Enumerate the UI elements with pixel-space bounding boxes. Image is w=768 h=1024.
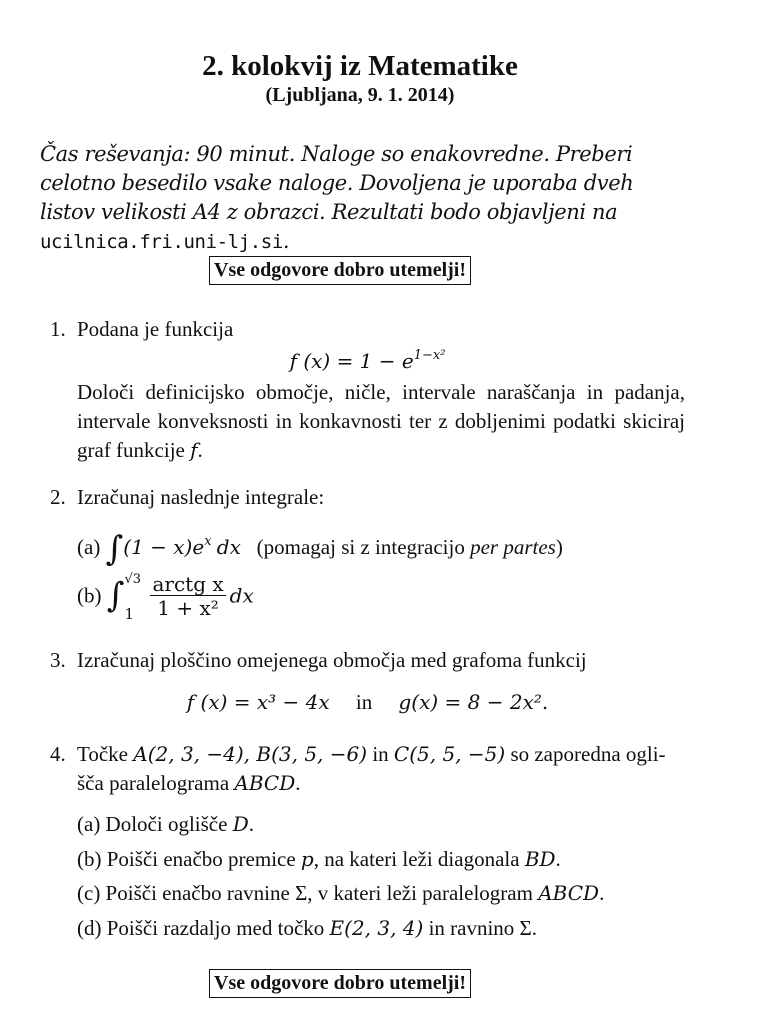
problem-4a: (a) Določi oglišče D. <box>77 812 254 836</box>
problem-4c: (c) Poišči enačbo ravnine Σ, v kateri leži paralelogram ABCD. <box>77 881 605 905</box>
text: in ravnino Σ. <box>428 916 538 940</box>
line-var: p <box>300 847 314 871</box>
exam-title: 2. kolokvij iz Matematike <box>202 50 518 82</box>
formula-exponent: 1−x² <box>413 348 446 363</box>
hint-italic: per partes <box>470 535 556 559</box>
text: (c) Poišči enačbo ravnine Σ, v kateri leži paralelogram <box>77 881 533 905</box>
integrand: (1 − x)e <box>123 535 205 559</box>
problem-4d <box>77 914 537 943</box>
problem-4b: (b) Poišči enačbo premice p, na kateri leži diagonala BD. <box>77 847 561 871</box>
integral-sign-icon: ∫ <box>105 529 124 569</box>
text: (a) Določi oglišče <box>77 812 228 836</box>
problem-2 <box>50 483 685 633</box>
notice-box-top: Vse odgovore dobro utemelji! <box>209 256 471 285</box>
instructions-end: . <box>282 229 290 253</box>
diagonal-var: BD <box>524 847 556 871</box>
problem-4-line2 <box>77 769 685 798</box>
problem-3-formula <box>50 688 685 717</box>
problem-number: 4. <box>50 742 66 766</box>
text: , na kateri leži diagonala <box>313 847 520 871</box>
fraction-denominator: 1 + x² <box>157 595 219 620</box>
problem-4-line1 <box>77 740 685 769</box>
formula-lhs: f (x) = 1 − e <box>289 349 414 373</box>
text: so zaporedna ogli- <box>510 742 666 766</box>
subitem-label: (b) <box>77 583 102 608</box>
text: in <box>372 742 389 766</box>
hint-post: ) <box>555 535 563 559</box>
exam-instructions <box>40 140 685 257</box>
exam-subtitle: (Ljubljana, 9. 1. 2014) <box>265 84 455 106</box>
subitem-label: (a) <box>77 535 101 559</box>
point-e: E(2, 3, 4) <box>329 916 424 940</box>
function-var: f <box>190 438 198 462</box>
points-ab: A(2, 3, −4), B(3, 5, −6) <box>133 742 368 766</box>
differential: dx <box>229 583 254 608</box>
upper-limit: √3 <box>124 572 142 587</box>
course-url: ucilnica.fri.uni-lj.si <box>40 231 283 253</box>
lower-limit: 1 <box>124 605 135 623</box>
text: (b) Poišči enačbo premice <box>77 847 296 871</box>
hint-pre: (pomagaj si z integracijo <box>256 535 465 559</box>
text: (d) Poišči razdaljo med točko <box>77 916 325 940</box>
parallelogram-var: ABCD <box>234 771 296 795</box>
problem-1-text <box>77 378 685 465</box>
integral-limits <box>124 571 146 621</box>
differential: dx <box>216 535 241 559</box>
parallelogram-var: ABCD <box>538 881 600 905</box>
function-g: g(x) = 8 − 2x². <box>398 690 549 714</box>
problem-lead: Podana je funkcija <box>77 317 234 341</box>
problem-4 <box>50 740 685 940</box>
problem-1-formula <box>50 341 685 376</box>
problem-lead: Izračunaj naslednje integrale: <box>77 485 325 509</box>
problem-1 <box>50 315 685 465</box>
problem-lead: Izračunaj ploščino omejenega območja med grafoma funkcij <box>77 648 587 672</box>
text: šča paralelograma <box>77 771 230 795</box>
problem-3 <box>50 646 685 726</box>
conjunction: in <box>355 690 373 714</box>
notice-box-bottom: Vse odgovore dobro utemelji! <box>209 969 471 998</box>
problem-2a <box>77 527 563 569</box>
vertex-var: D <box>232 812 249 836</box>
problem-2b <box>77 571 254 621</box>
integrand-fraction <box>150 573 225 620</box>
text: Točke <box>77 742 129 766</box>
integral-sign-icon: ∫ <box>106 575 125 616</box>
text: . <box>295 771 301 795</box>
text-end: . <box>197 438 203 462</box>
point-c: C(5, 5, −5) <box>393 742 506 766</box>
problem-number: 2. <box>50 485 66 509</box>
instructions-text: Čas reševanja: 90 minut. Naloge so enakovredne. Preberi celotno besedilo vsake naloge. Dovoljena je uporaba dveh listov velikosti A4 z obrazci. Rezultati bodo objavljeni na <box>40 142 634 224</box>
function-f: f (x) = x³ − 4x <box>186 690 330 714</box>
integrand-exponent: x <box>204 534 212 549</box>
problem-text: Določi definicijsko območje, ničle, intervale naraščanja in padanja, intervale konveksnosti in konkavnosti ter z dobljenimi podatki skiciraj graf funkcije <box>77 380 685 462</box>
problem-number: 1. <box>50 317 66 341</box>
fraction-numerator: arctg x <box>152 571 224 596</box>
problem-number: 3. <box>50 648 66 672</box>
